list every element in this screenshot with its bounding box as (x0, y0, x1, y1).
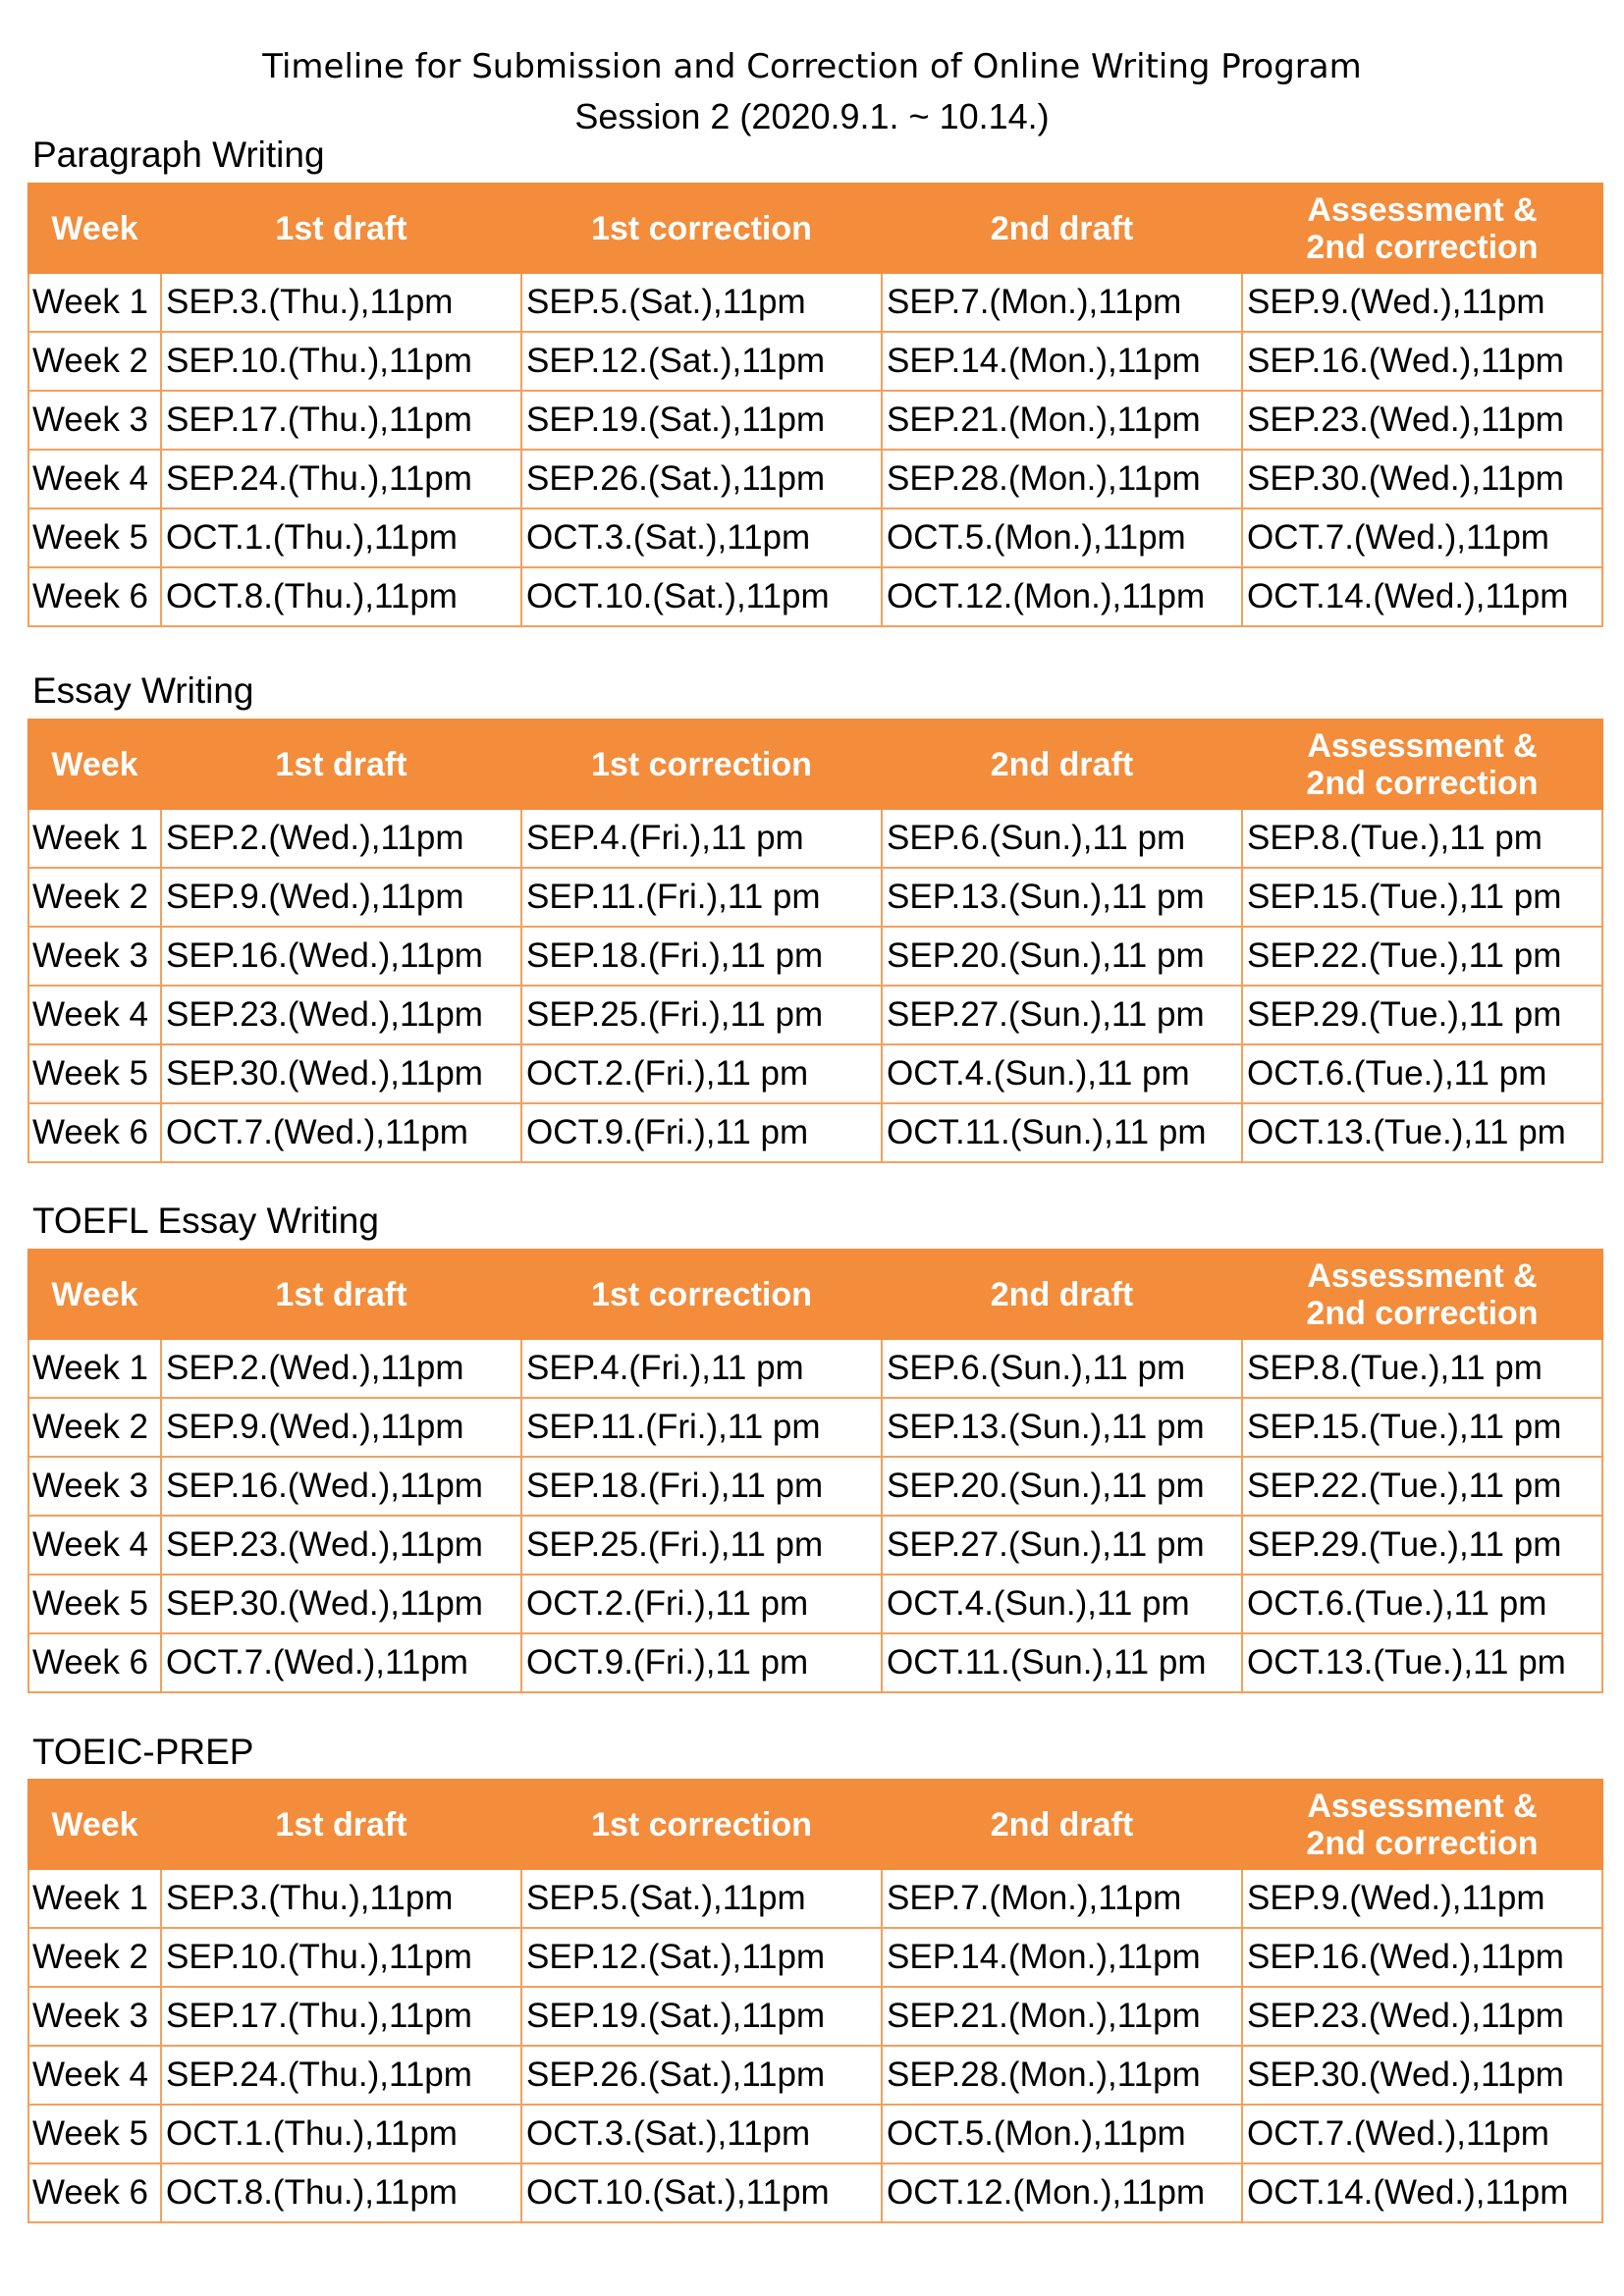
schedule-table (27, 1249, 1603, 1693)
schedule-table (27, 719, 1603, 1163)
cell-1st-correction: OCT.9.(Fri.),11 pm (521, 1633, 882, 1692)
cell-week: Week 5 (28, 1044, 161, 1103)
cell-1st-draft: SEP.3.(Thu.),11pm (161, 273, 521, 332)
cell-assessment-2nd-correction: SEP.9.(Wed.),11pm (1242, 273, 1602, 332)
cell-1st-correction: OCT.2.(Fri.),11 pm (521, 1575, 882, 1633)
table-row (28, 332, 1602, 391)
cell-week: Week 1 (28, 273, 161, 332)
cell-2nd-draft: OCT.5.(Mon.),11pm (882, 2105, 1242, 2163)
cell-assessment-2nd-correction: OCT.14.(Wed.),11pm (1242, 2163, 1602, 2222)
table-row (28, 927, 1602, 986)
cell-1st-correction: SEP.19.(Sat.),11pm (521, 1987, 882, 2046)
cell-2nd-draft: OCT.11.(Sun.),11 pm (882, 1633, 1242, 1692)
cell-1st-correction: OCT.10.(Sat.),11pm (521, 2163, 882, 2222)
cell-1st-draft: OCT.7.(Wed.),11pm (161, 1103, 521, 1162)
schedule-table (27, 183, 1603, 627)
cell-1st-correction: OCT.9.(Fri.),11 pm (521, 1103, 882, 1162)
column-header-week: Week (28, 1250, 161, 1339)
table-row (28, 450, 1602, 508)
table-row (28, 1398, 1602, 1457)
cell-2nd-draft: SEP.7.(Mon.),11pm (882, 273, 1242, 332)
cell-1st-draft: SEP.23.(Wed.),11pm (161, 986, 521, 1044)
table-row (28, 986, 1602, 1044)
cell-week: Week 1 (28, 809, 161, 868)
column-header-week: Week (28, 1780, 161, 1869)
column-header-2nd-draft: 2nd draft (882, 720, 1242, 809)
cell-2nd-draft: SEP.27.(Sun.),11 pm (882, 986, 1242, 1044)
cell-week: Week 2 (28, 868, 161, 927)
table-row (28, 2163, 1602, 2222)
cell-assessment-2nd-correction: SEP.15.(Tue.),11 pm (1242, 1398, 1602, 1457)
header-row (28, 1780, 1602, 1869)
cell-1st-draft: OCT.8.(Thu.),11pm (161, 2163, 521, 2222)
cell-2nd-draft: SEP.13.(Sun.),11 pm (882, 868, 1242, 927)
table-row (28, 2105, 1602, 2163)
header-row (28, 184, 1602, 273)
table-row (28, 1339, 1602, 1398)
cell-2nd-draft: OCT.4.(Sun.),11 pm (882, 1575, 1242, 1633)
cell-1st-correction: OCT.3.(Sat.),11pm (521, 508, 882, 567)
column-header-1st-correction: 1st correction (521, 720, 882, 809)
cell-2nd-draft: SEP.20.(Sun.),11 pm (882, 927, 1242, 986)
cell-assessment-2nd-correction: SEP.8.(Tue.),11 pm (1242, 809, 1602, 868)
table-row (28, 391, 1602, 450)
cell-1st-draft: SEP.9.(Wed.),11pm (161, 1398, 521, 1457)
cell-week: Week 3 (28, 927, 161, 986)
cell-1st-draft: OCT.7.(Wed.),11pm (161, 1633, 521, 1692)
cell-assessment-2nd-correction: SEP.22.(Tue.),11 pm (1242, 927, 1602, 986)
cell-week: Week 1 (28, 1869, 161, 1928)
column-header-1st-correction: 1st correction (521, 1780, 882, 1869)
table-row (28, 1103, 1602, 1162)
column-header-1st-correction: 1st correction (521, 1250, 882, 1339)
column-header-2nd-draft: 2nd draft (882, 1780, 1242, 1869)
table-row (28, 1516, 1602, 1575)
cell-week: Week 4 (28, 986, 161, 1044)
column-header-1st-draft: 1st draft (161, 1250, 521, 1339)
cell-assessment-2nd-correction: OCT.6.(Tue.),11 pm (1242, 1575, 1602, 1633)
cell-1st-correction: SEP.25.(Fri.),11 pm (521, 1516, 882, 1575)
cell-assessment-2nd-correction: SEP.23.(Wed.),11pm (1242, 1987, 1602, 2046)
cell-2nd-draft: SEP.7.(Mon.),11pm (882, 1869, 1242, 1928)
cell-1st-draft: OCT.8.(Thu.),11pm (161, 567, 521, 626)
cell-week: Week 6 (28, 567, 161, 626)
cell-1st-correction: SEP.4.(Fri.),11 pm (521, 809, 882, 868)
table-row (28, 1575, 1602, 1633)
schedule-table (27, 1779, 1603, 2223)
cell-2nd-draft: OCT.12.(Mon.),11pm (882, 567, 1242, 626)
table-row (28, 1869, 1602, 1928)
cell-assessment-2nd-correction: SEP.9.(Wed.),11pm (1242, 1869, 1602, 1928)
cell-1st-correction: SEP.5.(Sat.),11pm (521, 1869, 882, 1928)
cell-week: Week 3 (28, 1457, 161, 1516)
cell-1st-correction: SEP.12.(Sat.),11pm (521, 332, 882, 391)
cell-assessment-2nd-correction: SEP.22.(Tue.),11 pm (1242, 1457, 1602, 1516)
column-header-2nd-draft: 2nd draft (882, 184, 1242, 273)
cell-2nd-draft: SEP.28.(Mon.),11pm (882, 2046, 1242, 2105)
column-header-assessment-2nd-correction: Assessment & 2nd correction (1242, 1780, 1602, 1869)
cell-1st-draft: OCT.1.(Thu.),11pm (161, 508, 521, 567)
cell-1st-draft: SEP.10.(Thu.),11pm (161, 332, 521, 391)
section-label: TOEFL Essay Writing (32, 1201, 379, 1241)
cell-2nd-draft: OCT.11.(Sun.),11 pm (882, 1103, 1242, 1162)
cell-week: Week 4 (28, 450, 161, 508)
cell-week: Week 6 (28, 1633, 161, 1692)
cell-week: Week 3 (28, 391, 161, 450)
column-header-assessment-2nd-correction: Assessment & 2nd correction (1242, 720, 1602, 809)
cell-1st-draft: SEP.24.(Thu.),11pm (161, 2046, 521, 2105)
cell-assessment-2nd-correction: SEP.30.(Wed.),11pm (1242, 2046, 1602, 2105)
page-title: Timeline for Submission and Correction of Online Writing Program (262, 47, 1362, 86)
cell-week: Week 1 (28, 1339, 161, 1398)
cell-week: Week 6 (28, 2163, 161, 2222)
column-header-2nd-draft: 2nd draft (882, 1250, 1242, 1339)
cell-2nd-draft: SEP.21.(Mon.),11pm (882, 391, 1242, 450)
cell-assessment-2nd-correction: OCT.13.(Tue.),11 pm (1242, 1633, 1602, 1692)
cell-2nd-draft: SEP.28.(Mon.),11pm (882, 450, 1242, 508)
cell-1st-correction: SEP.4.(Fri.),11 pm (521, 1339, 882, 1398)
cell-assessment-2nd-correction: SEP.30.(Wed.),11pm (1242, 450, 1602, 508)
table-row (28, 508, 1602, 567)
table-row (28, 1928, 1602, 1987)
cell-1st-draft: SEP.17.(Thu.),11pm (161, 391, 521, 450)
table-row (28, 1457, 1602, 1516)
column-header-assessment-2nd-correction: Assessment & 2nd correction (1242, 184, 1602, 273)
cell-2nd-draft: SEP.27.(Sun.),11 pm (882, 1516, 1242, 1575)
section-label: Essay Writing (32, 670, 254, 711)
cell-assessment-2nd-correction: SEP.23.(Wed.),11pm (1242, 391, 1602, 450)
cell-1st-correction: SEP.26.(Sat.),11pm (521, 450, 882, 508)
cell-1st-draft: SEP.16.(Wed.),11pm (161, 1457, 521, 1516)
cell-1st-correction: SEP.11.(Fri.),11 pm (521, 868, 882, 927)
cell-1st-correction: OCT.3.(Sat.),11pm (521, 2105, 882, 2163)
cell-2nd-draft: SEP.6.(Sun.),11 pm (882, 1339, 1242, 1398)
cell-1st-correction: SEP.18.(Fri.),11 pm (521, 927, 882, 986)
table-row (28, 273, 1602, 332)
cell-week: Week 3 (28, 1987, 161, 2046)
cell-1st-correction: SEP.11.(Fri.),11 pm (521, 1398, 882, 1457)
cell-assessment-2nd-correction: OCT.13.(Tue.),11 pm (1242, 1103, 1602, 1162)
cell-assessment-2nd-correction: SEP.29.(Tue.),11 pm (1242, 986, 1602, 1044)
cell-assessment-2nd-correction: OCT.7.(Wed.),11pm (1242, 2105, 1602, 2163)
cell-1st-correction: SEP.19.(Sat.),11pm (521, 391, 882, 450)
cell-1st-draft: SEP.16.(Wed.),11pm (161, 927, 521, 986)
cell-2nd-draft: OCT.12.(Mon.),11pm (882, 2163, 1242, 2222)
cell-2nd-draft: SEP.6.(Sun.),11 pm (882, 809, 1242, 868)
cell-1st-draft: SEP.17.(Thu.),11pm (161, 1987, 521, 2046)
column-header-week: Week (28, 720, 161, 809)
cell-assessment-2nd-correction: OCT.6.(Tue.),11 pm (1242, 1044, 1602, 1103)
column-header-1st-draft: 1st draft (161, 720, 521, 809)
cell-week: Week 6 (28, 1103, 161, 1162)
cell-1st-draft: SEP.9.(Wed.),11pm (161, 868, 521, 927)
section-label: Paragraph Writing (32, 134, 325, 175)
header-row (28, 720, 1602, 809)
cell-1st-correction: SEP.5.(Sat.),11pm (521, 273, 882, 332)
column-header-1st-draft: 1st draft (161, 1780, 521, 1869)
column-header-assessment-2nd-correction: Assessment & 2nd correction (1242, 1250, 1602, 1339)
cell-2nd-draft: SEP.14.(Mon.),11pm (882, 332, 1242, 391)
column-header-week: Week (28, 184, 161, 273)
cell-week: Week 5 (28, 508, 161, 567)
cell-week: Week 4 (28, 1516, 161, 1575)
table-row (28, 1987, 1602, 2046)
cell-2nd-draft: SEP.21.(Mon.),11pm (882, 1987, 1242, 2046)
cell-assessment-2nd-correction: SEP.16.(Wed.),11pm (1242, 332, 1602, 391)
cell-week: Week 2 (28, 332, 161, 391)
header-row (28, 1250, 1602, 1339)
cell-assessment-2nd-correction: SEP.15.(Tue.),11 pm (1242, 868, 1602, 927)
cell-week: Week 4 (28, 2046, 161, 2105)
page-subtitle: Session 2 (2020.9.1. ~ 10.14.) (574, 96, 1050, 136)
table-row (28, 868, 1602, 927)
cell-1st-correction: SEP.18.(Fri.),11 pm (521, 1457, 882, 1516)
cell-1st-correction: SEP.12.(Sat.),11pm (521, 1928, 882, 1987)
cell-1st-draft: SEP.2.(Wed.),11pm (161, 1339, 521, 1398)
cell-1st-correction: SEP.26.(Sat.),11pm (521, 2046, 882, 2105)
cell-2nd-draft: OCT.4.(Sun.),11 pm (882, 1044, 1242, 1103)
table-row (28, 2046, 1602, 2105)
cell-1st-draft: SEP.30.(Wed.),11pm (161, 1044, 521, 1103)
cell-1st-draft: SEP.10.(Thu.),11pm (161, 1928, 521, 1987)
cell-2nd-draft: SEP.13.(Sun.),11 pm (882, 1398, 1242, 1457)
cell-1st-draft: SEP.2.(Wed.),11pm (161, 809, 521, 868)
cell-assessment-2nd-correction: SEP.29.(Tue.),11 pm (1242, 1516, 1602, 1575)
cell-assessment-2nd-correction: SEP.16.(Wed.),11pm (1242, 1928, 1602, 1987)
cell-1st-correction: OCT.2.(Fri.),11 pm (521, 1044, 882, 1103)
cell-1st-draft: SEP.23.(Wed.),11pm (161, 1516, 521, 1575)
cell-2nd-draft: OCT.5.(Mon.),11pm (882, 508, 1242, 567)
cell-week: Week 2 (28, 1398, 161, 1457)
table-row (28, 1633, 1602, 1692)
cell-1st-draft: SEP.24.(Thu.),11pm (161, 450, 521, 508)
table-row (28, 1044, 1602, 1103)
cell-assessment-2nd-correction: OCT.7.(Wed.),11pm (1242, 508, 1602, 567)
cell-1st-draft: SEP.30.(Wed.),11pm (161, 1575, 521, 1633)
cell-2nd-draft: SEP.14.(Mon.),11pm (882, 1928, 1242, 1987)
column-header-1st-draft: 1st draft (161, 184, 521, 273)
cell-1st-draft: OCT.1.(Thu.),11pm (161, 2105, 521, 2163)
cell-week: Week 5 (28, 2105, 161, 2163)
cell-assessment-2nd-correction: OCT.14.(Wed.),11pm (1242, 567, 1602, 626)
cell-1st-correction: OCT.10.(Sat.),11pm (521, 567, 882, 626)
cell-2nd-draft: SEP.20.(Sun.),11 pm (882, 1457, 1242, 1516)
cell-week: Week 2 (28, 1928, 161, 1987)
cell-week: Week 5 (28, 1575, 161, 1633)
table-row (28, 567, 1602, 626)
column-header-1st-correction: 1st correction (521, 184, 882, 273)
cell-1st-draft: SEP.3.(Thu.),11pm (161, 1869, 521, 1928)
cell-assessment-2nd-correction: SEP.8.(Tue.),11 pm (1242, 1339, 1602, 1398)
table-row (28, 809, 1602, 868)
cell-1st-correction: SEP.25.(Fri.),11 pm (521, 986, 882, 1044)
section-label: TOEIC-PREP (32, 1732, 254, 1772)
